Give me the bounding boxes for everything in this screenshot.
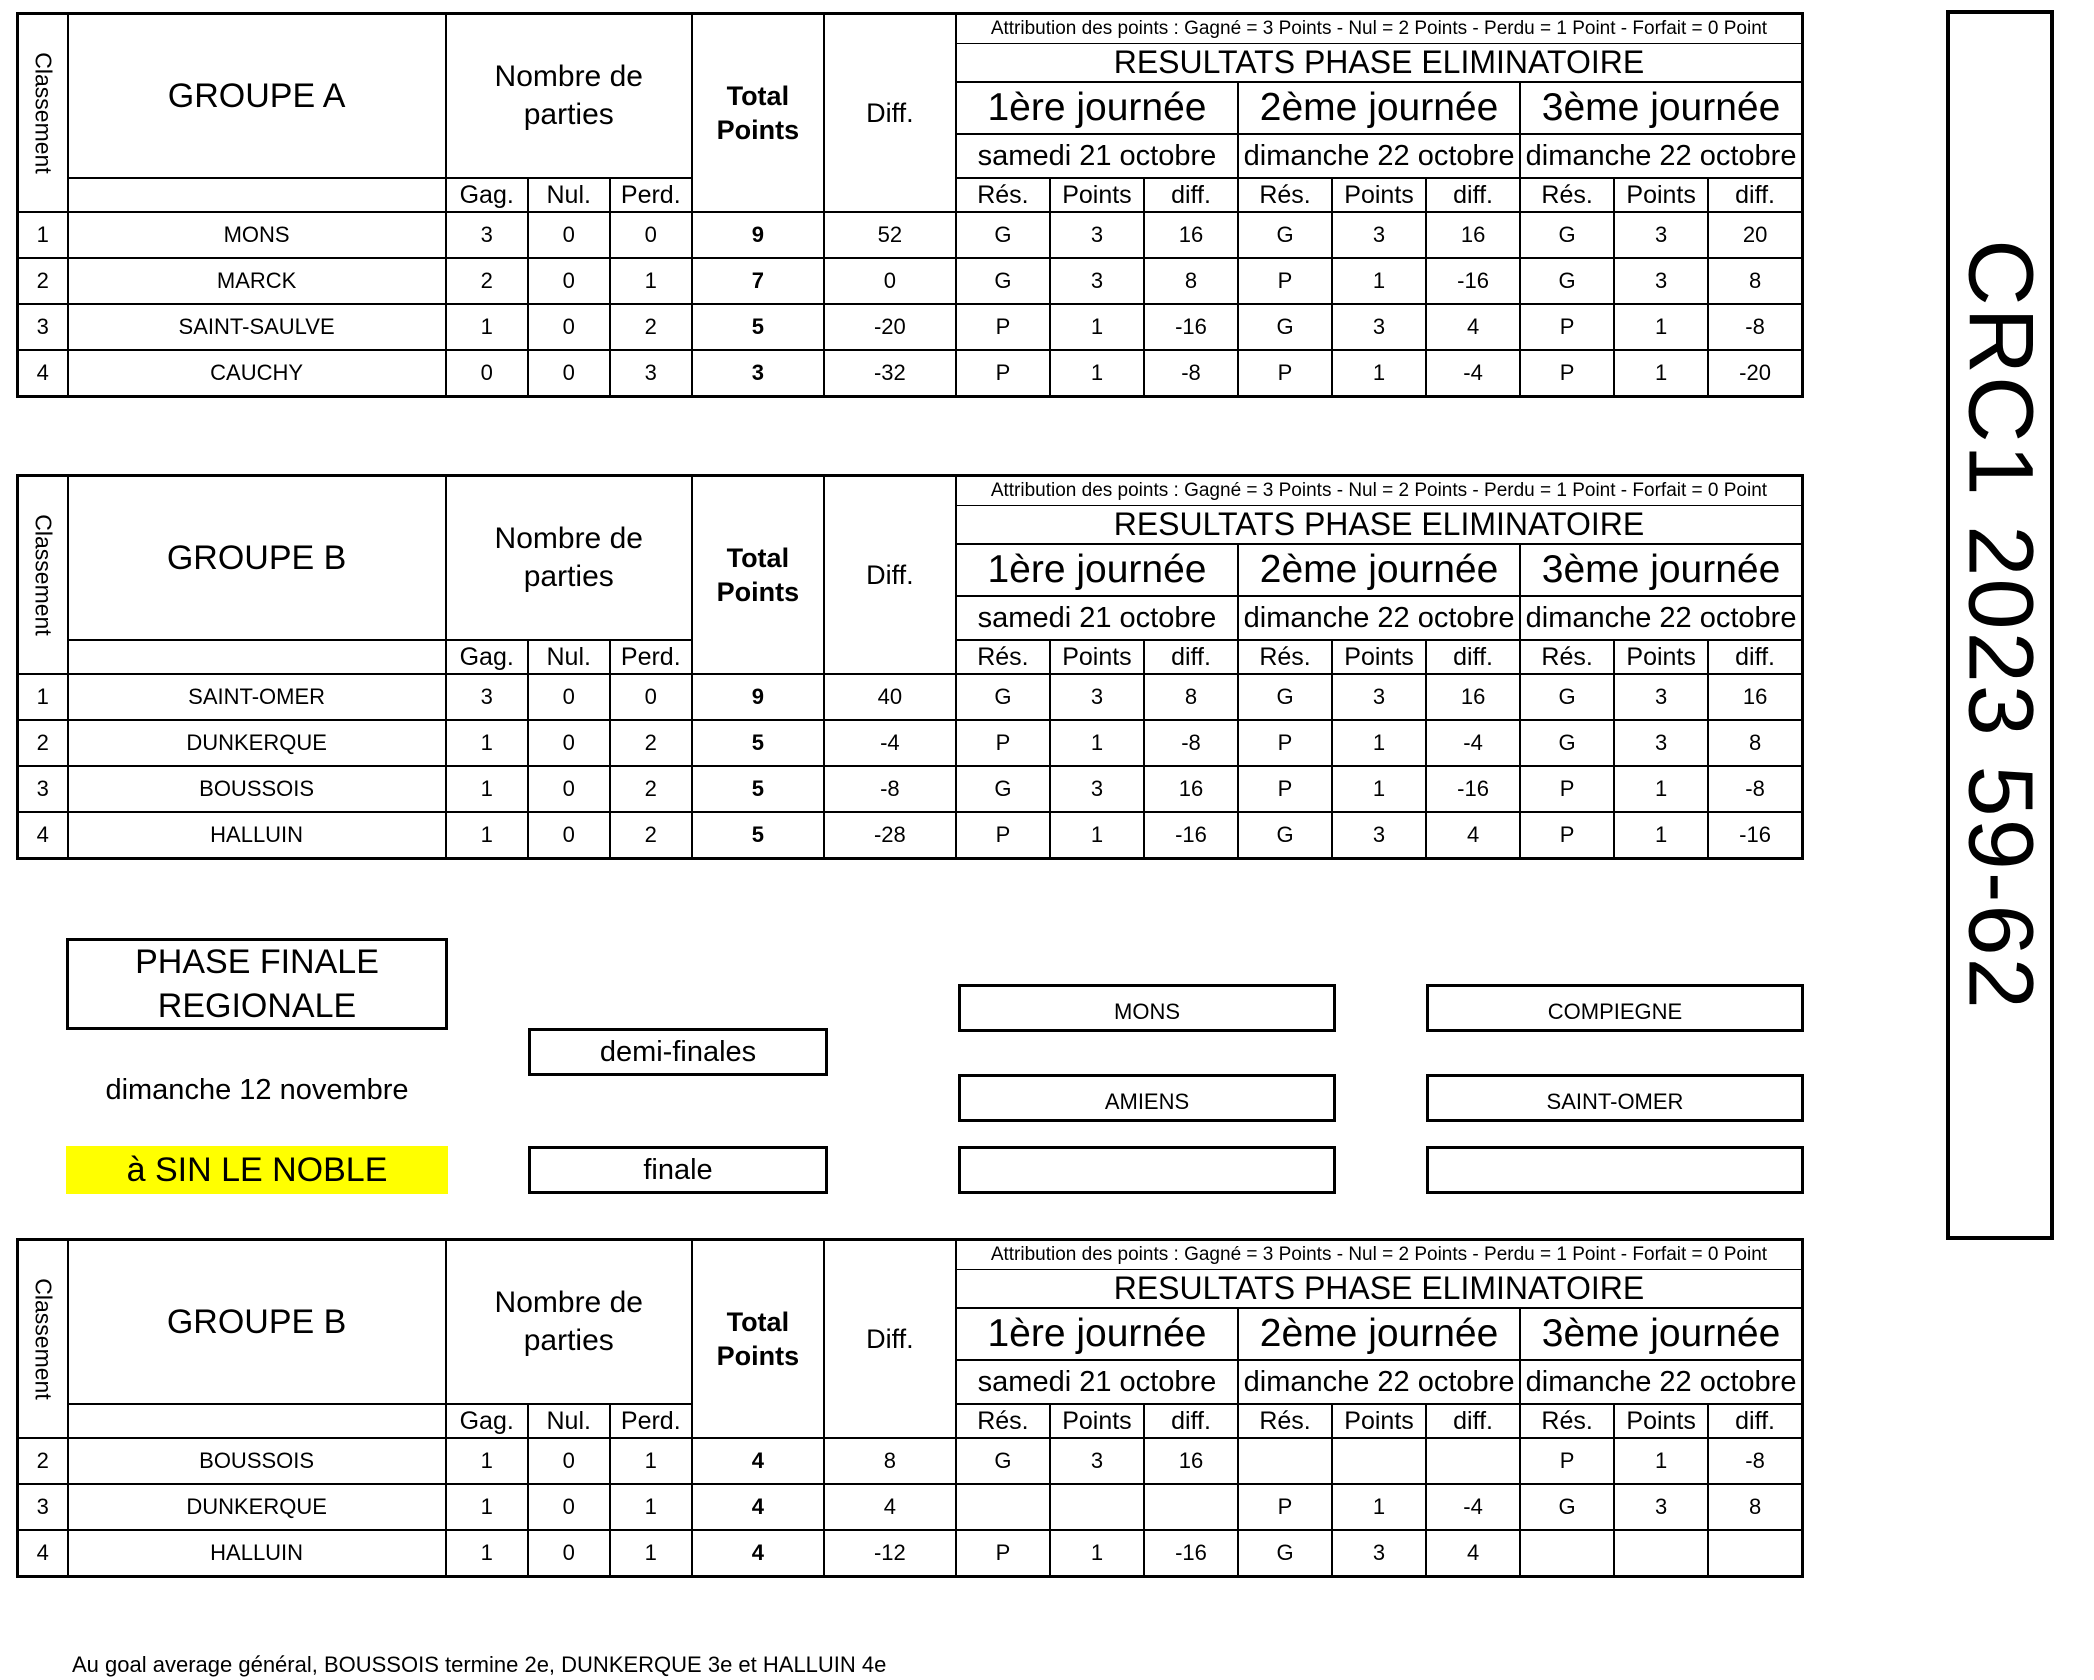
rank-cell: 1 xyxy=(18,674,68,720)
res-header: Rés. xyxy=(1520,1404,1614,1438)
journee-3-diff-cell: -20 xyxy=(1708,350,1802,396)
journee-1-res-cell: P xyxy=(956,304,1050,350)
journee-1-diff-cell: -16 xyxy=(1144,812,1238,858)
journee-1-diff-cell: -16 xyxy=(1144,304,1238,350)
journee-2-diff-cell: 4 xyxy=(1426,812,1520,858)
journee-3-diff-cell: -8 xyxy=(1708,1438,1802,1484)
diff-small-header: diff. xyxy=(1426,640,1520,674)
journee-1-date: samedi 21 octobre xyxy=(956,1360,1238,1404)
journee-1-points-cell: 3 xyxy=(1050,212,1144,258)
journee-2-res-cell: P xyxy=(1238,258,1332,304)
journee-3-points-cell: 3 xyxy=(1614,674,1708,720)
journee-1-diff-cell: -8 xyxy=(1144,350,1238,396)
journee-3-label: 3ème journée xyxy=(1520,544,1802,596)
journee-2-res-cell: G xyxy=(1238,1530,1332,1576)
perd-cell: 0 xyxy=(610,674,692,720)
perd-header: Perd. xyxy=(610,178,692,212)
nul-header: Nul. xyxy=(528,640,610,674)
journee-3-res-cell: P xyxy=(1520,1438,1614,1484)
diff-cell: 4 xyxy=(824,1484,956,1530)
nombre-de-parties-header: Nombre de parties xyxy=(446,1240,692,1405)
table-row xyxy=(18,812,1803,858)
perd-cell: 0 xyxy=(610,212,692,258)
rank-cell: 3 xyxy=(18,1484,68,1530)
res-header: Rés. xyxy=(1238,640,1332,674)
gag-cell: 1 xyxy=(446,304,528,350)
journee-2-diff-cell: 4 xyxy=(1426,304,1520,350)
attribution-points: Attribution des points : Gagné = 3 Points - Nul = 2 Points - Perdu = 1 Point - Forfait = 0 Point xyxy=(956,14,1803,44)
table-row xyxy=(18,674,1803,720)
gag-cell: 1 xyxy=(446,1484,528,1530)
group-name-spacer xyxy=(68,640,446,674)
perd-header: Perd. xyxy=(610,640,692,674)
team-cell: MONS xyxy=(68,212,446,258)
classement-label: Classement xyxy=(30,52,57,174)
journee-3-diff-cell xyxy=(1708,1530,1802,1576)
journee-1-label: 1ère journée xyxy=(956,544,1238,596)
group-b-table xyxy=(16,474,1804,860)
journee-3-res-cell: G xyxy=(1520,720,1614,766)
journee-1-points-cell: 1 xyxy=(1050,812,1144,858)
nombre-de-parties-header: Nombre de parties xyxy=(446,476,692,641)
nombre-de-parties-header: Nombre de parties xyxy=(446,14,692,179)
group-name: GROUPE B xyxy=(68,476,446,641)
perd-cell: 1 xyxy=(610,1530,692,1576)
gag-header: Gag. xyxy=(446,640,528,674)
table-row xyxy=(18,304,1803,350)
journee-3-diff-cell: 8 xyxy=(1708,258,1802,304)
finale-label: finale xyxy=(528,1146,828,1194)
res-header: Rés. xyxy=(956,178,1050,212)
perd-cell: 1 xyxy=(610,1438,692,1484)
gag-cell: 1 xyxy=(446,766,528,812)
journee-2-res-cell: G xyxy=(1238,674,1332,720)
resultats-title: RESULTATS PHASE ELIMINATOIRE xyxy=(956,1270,1803,1309)
journee-2-res-cell: P xyxy=(1238,350,1332,396)
classement-header xyxy=(18,1240,68,1439)
journee-2-date: dimanche 22 octobre xyxy=(1238,134,1520,178)
team-cell: DUNKERQUE xyxy=(68,1484,446,1530)
res-header: Rés. xyxy=(1520,178,1614,212)
side-title: CRC1 2023 59-62 xyxy=(1949,239,2052,1011)
gag-cell: 1 xyxy=(446,812,528,858)
journee-1-diff-cell xyxy=(1144,1484,1238,1530)
group-name-spacer xyxy=(68,178,446,212)
journee-3-res-cell xyxy=(1520,1530,1614,1576)
total-points-cell: 4 xyxy=(692,1530,824,1576)
journee-3-date: dimanche 22 octobre xyxy=(1520,596,1802,640)
perd-cell: 2 xyxy=(610,812,692,858)
journee-2-diff-cell: 16 xyxy=(1426,212,1520,258)
journee-2-diff-cell: -16 xyxy=(1426,766,1520,812)
journee-2-res-cell: G xyxy=(1238,212,1332,258)
rank-cell: 2 xyxy=(18,1438,68,1484)
perd-cell: 1 xyxy=(610,1484,692,1530)
total-points-cell: 4 xyxy=(692,1484,824,1530)
table-row xyxy=(18,350,1803,396)
nul-cell: 0 xyxy=(528,674,610,720)
journee-3-points-cell: 1 xyxy=(1614,1438,1708,1484)
journee-3-date: dimanche 22 octobre xyxy=(1520,1360,1802,1404)
journee-2-date: dimanche 22 octobre xyxy=(1238,596,1520,640)
journee-3-res-cell: G xyxy=(1520,674,1614,720)
gag-header: Gag. xyxy=(446,1404,528,1438)
classement-header xyxy=(18,14,68,213)
rank-cell: 4 xyxy=(18,350,68,396)
attribution-points: Attribution des points : Gagné = 3 Points - Nul = 2 Points - Perdu = 1 Point - Forfait = 0 Point xyxy=(956,476,1803,506)
journee-1-res-cell: G xyxy=(956,212,1050,258)
nul-cell: 0 xyxy=(528,1438,610,1484)
total-points-cell: 9 xyxy=(692,212,824,258)
diff-cell: 8 xyxy=(824,1438,956,1484)
total-points-header: Total Points xyxy=(692,14,824,213)
journee-3-diff-cell: 8 xyxy=(1708,720,1802,766)
journee-2-diff-cell: -4 xyxy=(1426,350,1520,396)
table-row xyxy=(18,1530,1803,1576)
journee-2-res-cell: P xyxy=(1238,766,1332,812)
journee-2-points-cell: 1 xyxy=(1332,766,1426,812)
diff-cell: 40 xyxy=(824,674,956,720)
journee-1-points-cell: 3 xyxy=(1050,766,1144,812)
journee-2-res-cell xyxy=(1238,1438,1332,1484)
team-cell: BOUSSOIS xyxy=(68,1438,446,1484)
side-title-box xyxy=(1946,10,2054,1240)
rank-cell: 4 xyxy=(18,812,68,858)
phase-finale-title-line1: PHASE FINALE xyxy=(135,943,379,981)
journee-1-date: samedi 21 octobre xyxy=(956,596,1238,640)
journee-2-points-cell: 1 xyxy=(1332,258,1426,304)
total-points-cell: 5 xyxy=(692,720,824,766)
journee-3-points-cell: 1 xyxy=(1614,350,1708,396)
diff-cell: -4 xyxy=(824,720,956,766)
journee-2-res-cell: P xyxy=(1238,1484,1332,1530)
res-header: Rés. xyxy=(956,640,1050,674)
journee-2-points-cell: 3 xyxy=(1332,304,1426,350)
points-header: Points xyxy=(1050,1404,1144,1438)
diff-cell: -32 xyxy=(824,350,956,396)
group-name: GROUPE B xyxy=(68,1240,446,1405)
nul-cell: 0 xyxy=(528,212,610,258)
points-header: Points xyxy=(1332,1404,1426,1438)
nul-cell: 0 xyxy=(528,1530,610,1576)
journee-3-label: 3ème journée xyxy=(1520,82,1802,134)
total-points-cell: 5 xyxy=(692,766,824,812)
journee-1-diff-cell: 16 xyxy=(1144,212,1238,258)
team-cell: BOUSSOIS xyxy=(68,766,446,812)
team-cell: CAUCHY xyxy=(68,350,446,396)
journee-2-diff-cell: -16 xyxy=(1426,258,1520,304)
diff-cell: 52 xyxy=(824,212,956,258)
nul-cell: 0 xyxy=(528,720,610,766)
gag-cell: 2 xyxy=(446,258,528,304)
journee-2-diff-cell: 16 xyxy=(1426,674,1520,720)
journee-2-diff-cell: -4 xyxy=(1426,1484,1520,1530)
perd-cell: 3 xyxy=(610,350,692,396)
journee-3-res-cell: P xyxy=(1520,766,1614,812)
table-row xyxy=(18,212,1803,258)
journee-3-points-cell: 1 xyxy=(1614,766,1708,812)
diff-cell: -8 xyxy=(824,766,956,812)
team-cell: DUNKERQUE xyxy=(68,720,446,766)
journee-3-date: dimanche 22 octobre xyxy=(1520,134,1802,178)
demi-finales-label: demi-finales xyxy=(528,1028,828,1076)
phase-finale-title xyxy=(66,938,448,1030)
total-points-cell: 9 xyxy=(692,674,824,720)
rank-cell: 2 xyxy=(18,720,68,766)
diff-header: Diff. xyxy=(824,14,956,213)
diff-cell: 0 xyxy=(824,258,956,304)
journee-1-label: 1ère journée xyxy=(956,1308,1238,1360)
journee-2-date: dimanche 22 octobre xyxy=(1238,1360,1520,1404)
phase-finale-title-line2: REGIONALE xyxy=(157,987,357,1025)
journee-2-diff-cell: 4 xyxy=(1426,1530,1520,1576)
team-cell: SAINT-SAULVE xyxy=(68,304,446,350)
team-cell: HALLUIN xyxy=(68,812,446,858)
journee-2-res-cell: G xyxy=(1238,812,1332,858)
journee-3-res-cell: G xyxy=(1520,212,1614,258)
perd-cell: 2 xyxy=(610,304,692,350)
res-header: Rés. xyxy=(1520,640,1614,674)
team-cell: SAINT-OMER xyxy=(68,674,446,720)
gag-cell: 3 xyxy=(446,212,528,258)
journee-3-res-cell: G xyxy=(1520,1484,1614,1530)
journee-2-res-cell: G xyxy=(1238,304,1332,350)
journee-1-res-cell: G xyxy=(956,258,1050,304)
nul-cell: 0 xyxy=(528,304,610,350)
table-row xyxy=(18,766,1803,812)
resultats-title: RESULTATS PHASE ELIMINATOIRE xyxy=(956,506,1803,545)
res-header: Rés. xyxy=(1238,178,1332,212)
diff-small-header: diff. xyxy=(1426,178,1520,212)
journee-2-points-cell: 3 xyxy=(1332,674,1426,720)
journee-2-points-cell: 1 xyxy=(1332,350,1426,396)
rank-cell: 2 xyxy=(18,258,68,304)
phase-finale-date: dimanche 12 novembre xyxy=(105,1074,409,1106)
semi1-team1: MONS xyxy=(958,984,1336,1032)
rank-cell: 3 xyxy=(18,304,68,350)
journee-3-res-cell: P xyxy=(1520,304,1614,350)
diff-small-header: diff. xyxy=(1144,1404,1238,1438)
nul-header: Nul. xyxy=(528,1404,610,1438)
diff-small-header: diff. xyxy=(1144,640,1238,674)
perd-cell: 2 xyxy=(610,766,692,812)
journee-1-points-cell: 3 xyxy=(1050,674,1144,720)
semi2-team2: SAINT-OMER xyxy=(1426,1074,1804,1122)
footnote: Au goal average général, BOUSSOIS termine 2e, DUNKERQUE 3e et HALLUIN 4e xyxy=(72,1652,887,1677)
journee-3-points-cell: 1 xyxy=(1614,812,1708,858)
nul-cell: 0 xyxy=(528,812,610,858)
journee-3-diff-cell: -8 xyxy=(1708,766,1802,812)
journee-1-points-cell: 3 xyxy=(1050,258,1144,304)
journee-2-points-cell: 1 xyxy=(1332,720,1426,766)
classement-header xyxy=(18,476,68,675)
group-a-table xyxy=(16,12,1804,398)
gag-cell: 1 xyxy=(446,720,528,766)
journee-1-diff-cell: -16 xyxy=(1144,1530,1238,1576)
journee-3-res-cell: P xyxy=(1520,350,1614,396)
journee-1-diff-cell: 8 xyxy=(1144,258,1238,304)
journee-2-points-cell: 1 xyxy=(1332,1484,1426,1530)
perd-cell: 2 xyxy=(610,720,692,766)
res-header: Rés. xyxy=(1238,1404,1332,1438)
total-points-cell: 4 xyxy=(692,1438,824,1484)
journee-2-points-cell: 3 xyxy=(1332,1530,1426,1576)
total-points-cell: 3 xyxy=(692,350,824,396)
journee-3-points-cell: 1 xyxy=(1614,304,1708,350)
journee-3-points-cell: 3 xyxy=(1614,1484,1708,1530)
diff-header: Diff. xyxy=(824,1240,956,1439)
journee-2-label: 2ème journée xyxy=(1238,544,1520,596)
journee-3-diff-cell: -16 xyxy=(1708,812,1802,858)
gag-cell: 0 xyxy=(446,350,528,396)
journee-3-points-cell xyxy=(1614,1530,1708,1576)
diff-small-header: diff. xyxy=(1426,1404,1520,1438)
journee-1-points-cell: 1 xyxy=(1050,304,1144,350)
diff-small-header: diff. xyxy=(1708,178,1802,212)
journee-3-points-cell: 3 xyxy=(1614,212,1708,258)
journee-1-points-cell: 1 xyxy=(1050,350,1144,396)
journee-1-points-cell: 1 xyxy=(1050,1530,1144,1576)
group-name-spacer xyxy=(68,1404,446,1438)
team-cell: HALLUIN xyxy=(68,1530,446,1576)
journee-2-points-cell: 3 xyxy=(1332,812,1426,858)
gag-header: Gag. xyxy=(446,178,528,212)
total-points-cell: 5 xyxy=(692,304,824,350)
journee-1-res-cell xyxy=(956,1484,1050,1530)
points-header: Points xyxy=(1614,1404,1708,1438)
diff-cell: -12 xyxy=(824,1530,956,1576)
points-header: Points xyxy=(1614,640,1708,674)
journee-2-points-cell: 3 xyxy=(1332,212,1426,258)
journee-1-diff-cell: 16 xyxy=(1144,1438,1238,1484)
points-header: Points xyxy=(1332,640,1426,674)
journee-1-diff-cell: 8 xyxy=(1144,674,1238,720)
journee-1-diff-cell: -8 xyxy=(1144,720,1238,766)
points-header: Points xyxy=(1332,178,1426,212)
total-points-header: Total Points xyxy=(692,476,824,675)
journee-1-diff-cell: 16 xyxy=(1144,766,1238,812)
journee-2-points-cell xyxy=(1332,1438,1426,1484)
res-header: Rés. xyxy=(956,1404,1050,1438)
total-points-cell: 7 xyxy=(692,258,824,304)
points-header: Points xyxy=(1614,178,1708,212)
nul-cell: 0 xyxy=(528,350,610,396)
nul-cell: 0 xyxy=(528,766,610,812)
journee-2-label: 2ème journée xyxy=(1238,82,1520,134)
group-name: GROUPE A xyxy=(68,14,446,179)
journee-1-points-cell: 3 xyxy=(1050,1438,1144,1484)
journee-1-points-cell xyxy=(1050,1484,1144,1530)
team-cell: MARCK xyxy=(68,258,446,304)
journee-1-res-cell: G xyxy=(956,1438,1050,1484)
rank-cell: 3 xyxy=(18,766,68,812)
journee-3-diff-cell: 16 xyxy=(1708,674,1802,720)
gag-cell: 1 xyxy=(446,1438,528,1484)
total-points-header: Total Points xyxy=(692,1240,824,1439)
semi1-team2: COMPIEGNE xyxy=(1426,984,1804,1032)
diff-small-header: diff. xyxy=(1708,1404,1802,1438)
table-row xyxy=(18,258,1803,304)
phase-finale-location: à SIN LE NOBLE xyxy=(66,1146,448,1194)
journee-2-diff-cell xyxy=(1426,1438,1520,1484)
journee-1-res-cell: G xyxy=(956,766,1050,812)
journee-3-res-cell: G xyxy=(1520,258,1614,304)
table-row xyxy=(18,720,1803,766)
journee-3-res-cell: P xyxy=(1520,812,1614,858)
journee-3-label: 3ème journée xyxy=(1520,1308,1802,1360)
journee-2-res-cell: P xyxy=(1238,720,1332,766)
diff-header: Diff. xyxy=(824,476,956,675)
final-team1 xyxy=(958,1146,1336,1194)
resultats-title: RESULTATS PHASE ELIMINATOIRE xyxy=(956,44,1803,83)
journee-2-label: 2ème journée xyxy=(1238,1308,1520,1360)
perd-header: Perd. xyxy=(610,1404,692,1438)
gag-cell: 1 xyxy=(446,1530,528,1576)
classement-label: Classement xyxy=(30,514,57,636)
points-header: Points xyxy=(1050,178,1144,212)
nul-header: Nul. xyxy=(528,178,610,212)
table-row xyxy=(18,1484,1803,1530)
journee-1-res-cell: P xyxy=(956,350,1050,396)
journee-3-points-cell: 3 xyxy=(1614,258,1708,304)
total-points-cell: 5 xyxy=(692,812,824,858)
journee-1-res-cell: P xyxy=(956,720,1050,766)
journee-3-diff-cell: 20 xyxy=(1708,212,1802,258)
journee-1-points-cell: 1 xyxy=(1050,720,1144,766)
journee-3-points-cell: 3 xyxy=(1614,720,1708,766)
journee-3-diff-cell: -8 xyxy=(1708,304,1802,350)
rank-cell: 1 xyxy=(18,212,68,258)
nul-cell: 0 xyxy=(528,1484,610,1530)
diff-cell: -28 xyxy=(824,812,956,858)
classement-label: Classement xyxy=(30,1278,57,1400)
perd-cell: 1 xyxy=(610,258,692,304)
points-header: Points xyxy=(1050,640,1144,674)
rank-cell: 4 xyxy=(18,1530,68,1576)
journee-1-res-cell: P xyxy=(956,1530,1050,1576)
group-b-tiebreak-table xyxy=(16,1238,1804,1578)
diff-small-header: diff. xyxy=(1144,178,1238,212)
journee-3-diff-cell: 8 xyxy=(1708,1484,1802,1530)
semi2-team1: AMIENS xyxy=(958,1074,1336,1122)
table-row xyxy=(18,1438,1803,1484)
diff-small-header: diff. xyxy=(1708,640,1802,674)
journee-1-res-cell: P xyxy=(956,812,1050,858)
journee-2-diff-cell: -4 xyxy=(1426,720,1520,766)
journee-1-res-cell: G xyxy=(956,674,1050,720)
attribution-points: Attribution des points : Gagné = 3 Points - Nul = 2 Points - Perdu = 1 Point - Forfait = 0 Point xyxy=(956,1240,1803,1270)
final-team2 xyxy=(1426,1146,1804,1194)
gag-cell: 3 xyxy=(446,674,528,720)
journee-1-label: 1ère journée xyxy=(956,82,1238,134)
diff-cell: -20 xyxy=(824,304,956,350)
nul-cell: 0 xyxy=(528,258,610,304)
journee-1-date: samedi 21 octobre xyxy=(956,134,1238,178)
